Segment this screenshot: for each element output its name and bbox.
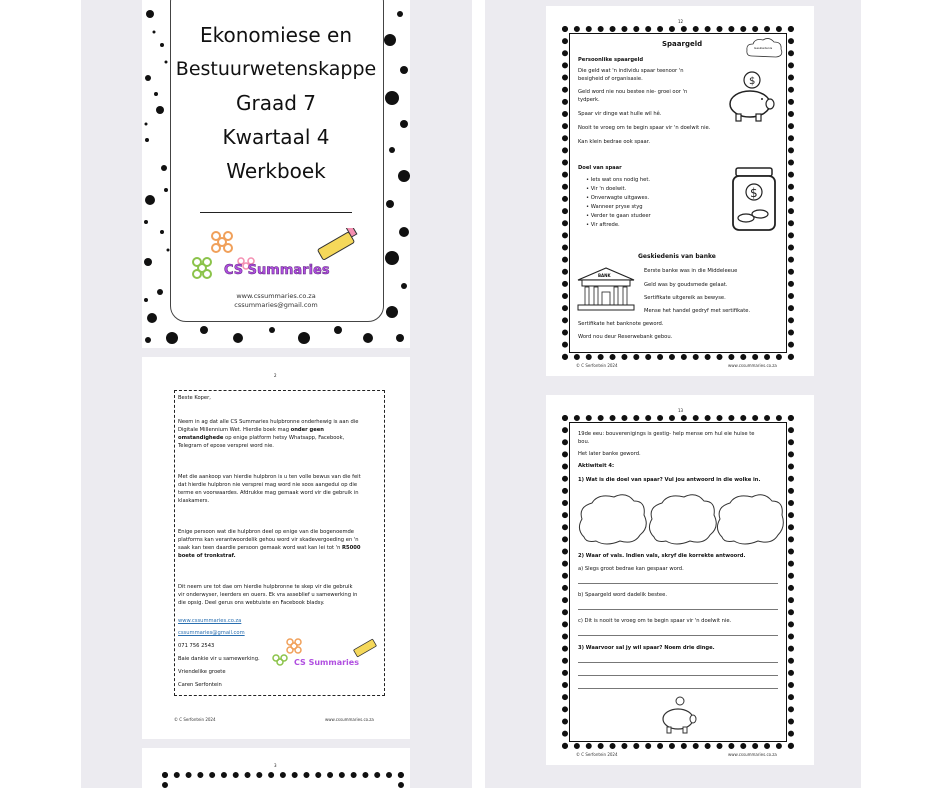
letter-p1-l3: omstandighede op enige platform hetsy Whatsapp, Facebook, [178,435,345,441]
spaargeld-h6: Word nou deur Reserwebank gebou. [578,334,673,340]
question-2: 2) Waar of vals. Indien vals, skryf die korrekte antwoord. [578,553,746,559]
letter-name: Caren Serfontein [178,682,222,688]
bank-label: BANK [598,273,611,278]
orange-flower-icon [212,232,232,252]
answer-line-2a[interactable] [578,583,778,584]
spaargeld-h3: Sertifikate uitgereik as bewyse. [644,295,726,301]
cover-title-line-2: Bestuurwetenskappe [175,58,377,80]
spaargeld-sub2: Doel van spaar [578,165,622,171]
spaargeld-page [546,6,814,376]
letter-page-number: 2 [274,373,277,378]
answer-line-3c[interactable] [578,688,778,689]
question-1: 1) Wat is die doel van spaar? Vul jou antwoord in die wolke in. [578,477,761,483]
letter-p3-l3: saak kan teen daardie persoon gemaak word wat kan lei tot 'n R5000 [178,545,361,551]
bullet-1: • Iets wat ons nodig het. [586,177,651,183]
answer-clouds [576,489,786,547]
letter-greeting: Beste Koper, [178,395,211,401]
question-2c: c) Dit is nooit te vroeg om te begin spaar vir 'n doelwit nie. [578,618,732,624]
letter-p4-l3: die opsig. Deel gerus ons webtuiste en Facebook bladsy. [178,600,325,606]
question-3: 3) Waarvoor sal jy wil spaar? Noem drie dinge. [578,645,715,651]
question-2a: a) Slegs groot bedrae kan gespaar word. [578,566,684,572]
question-2b: b) Spaargeld word dadelik bestee. [578,592,667,598]
pencil-icon [317,228,356,260]
letter-thanks: Baie dankie vir u samewerking. [178,656,260,662]
letter-email-link[interactable]: cssummaries@gmail.com [178,630,245,636]
aktiwiteit-page-number: 13 [678,408,684,413]
letter-p4-l1: Dit neem ure tot dae om hierdie hulpbronne te skep vir die gebruik [178,584,353,590]
letter-p2-l4: klaskamers. [178,498,210,504]
letter-p1-l1: Neem in ag dat alle CS Summaries hulpbronne onderhewig is aan die [178,419,359,425]
spaargeld-sub3: Geskiedenis van banke [638,253,716,260]
letter-brand: CS Summaries [294,658,359,667]
spaargeld-h1: Eerste banke was in die Middeleeue [644,268,738,274]
orange-flower-icon [287,639,301,653]
letter-regards: Vriendelike groete [178,669,226,675]
letter-footer-left: © C Serfontein 2024 [174,717,216,722]
answer-line-2b[interactable] [578,609,778,610]
aktiwiteit-i3: Het later banke geword. [578,451,641,457]
bullet-3: • Onverwagte uitgawes. [586,195,650,201]
cloud-label: Geskiedenis [754,46,773,50]
letter-p1-l4: Telegram of epose versprei word nie. [178,443,274,449]
spaargeld-s1: Die geld wat 'n individu spaar teenoor 'n [578,68,684,74]
answer-cloud-2 [649,495,716,544]
aktiwiteit-i1: 19de eeu: bouverenigings is gestig- help mense om hul eie huise te [578,431,755,437]
spaargeld-s5: Spaar vir dinge wat hulle wil hê. [578,111,662,117]
cover-title-line-4: Kwartaal 4 [222,125,330,149]
letter-p2-l1: Met die aankoop van hierdie hulpbron is u ten volle bewus van die feit [178,474,361,480]
cover-brand: CS Summaries [224,263,330,278]
letter-page [142,357,410,739]
green-flower-icon [193,258,211,278]
cover-name-line [200,212,352,213]
bullet-5: • Verder te gaan studeer [586,213,651,219]
answer-line-3b[interactable] [578,675,778,676]
bullet-4: • Wanneer pryse styg [586,204,643,210]
bullet-2: • Vir 'n doelwit. [586,186,627,192]
activity-heading: Aktiwiteit 4: [578,463,615,469]
letter-footer-right: www.cssummaries.co.za [325,717,374,722]
cover-title-line-5: Werkboek [226,159,326,183]
spaargeld-h5: Sertifikate het banknote geword. [578,321,664,327]
spaargeld-s6: Nooit te vroeg om te begin spaar vir 'n doelwit nie. [578,125,711,131]
cover-title-line-1: Ekonomiese en [199,23,353,47]
page-3-number: 3 [274,763,277,768]
spaargeld-page-number: 12 [678,19,684,24]
letter-p2-l3: terme en voorwaardes. Afdrukke mag gemaak word vir die gebruik in [178,490,359,496]
letter-p1-l2: Digitale Millennium Wet. Hierdie boek mag onder geen [178,427,324,433]
letter-p3-l4: boete of tronkstraf. [178,553,236,559]
piggy-bank-icon [724,70,780,122]
money-jar-icon [730,166,778,232]
page-3-border [162,772,404,788]
page-3-partial [142,748,410,788]
letter-website-link[interactable]: www.cssummaries.co.za [178,618,242,624]
aktiwiteit-i2: bou. [578,439,590,445]
spaargeld-sub1: Persoonlike spaargeld [578,57,644,63]
svg-text:$: $ [750,186,758,200]
cover-website: www.cssummaries.co.za [236,292,316,300]
cover-title-line-3: Graad 7 [235,91,316,115]
aktiwiteit-footer-left: © C Serfontein 2024 [576,752,618,757]
cover-email: cssummaries@gmail.com [234,301,318,309]
letter-p4-l2: vir onderwyser, leerders en ouers. Ek vra asseblief u samewerking in [178,592,358,598]
aktiwiteit-footer-right: www.cssummaries.co.za [728,752,777,757]
letter-p3-l1: Enige persoon wat die hulpbron deel op enige van die bogenoemde [178,529,354,535]
aktiwiteit-page [546,395,814,765]
svg-text:$: $ [749,76,756,87]
spaargeld-s7: Kan klein bedrae ook spaar. [578,139,651,145]
spaargeld-h4: Mense het handel gedryf met sertifikate. [644,308,751,314]
spaargeld-s3: Geld word nie nou bestee nie- groei oor 'n [578,89,688,95]
letter-p2-l2: dat hierdie hulpbron nie versprei mag word nie soos aangedui op die [178,482,358,488]
spaargeld-footer-left: © C Serfontein 2024 [576,363,618,368]
letter-phone: 071 756 2543 [178,643,215,649]
answer-line-3a[interactable] [578,662,778,663]
piggy-bank-outline-icon [658,695,702,735]
answer-line-2c[interactable] [578,635,778,636]
spaargeld-title: Spaargeld [662,40,703,48]
cover-page [142,0,410,348]
green-flower-icon [273,655,287,665]
spaargeld-h2: Geld was by goudsmede gelaat. [644,282,728,288]
answer-cloud-1 [579,495,646,544]
bullet-6: • Vir aftrede. [586,222,620,228]
pencil-icon [353,639,376,657]
spaargeld-footer-right: www.cssummaries.co.za [728,363,777,368]
spaargeld-s2: besigheid of organisasie. [578,76,643,82]
letter-p3-l2: platforms kan verantwoordelik gehou word vir skadevergoeding en 'n [178,537,359,543]
answer-cloud-3 [717,495,783,544]
spaargeld-s4: tydperk. [578,97,600,103]
